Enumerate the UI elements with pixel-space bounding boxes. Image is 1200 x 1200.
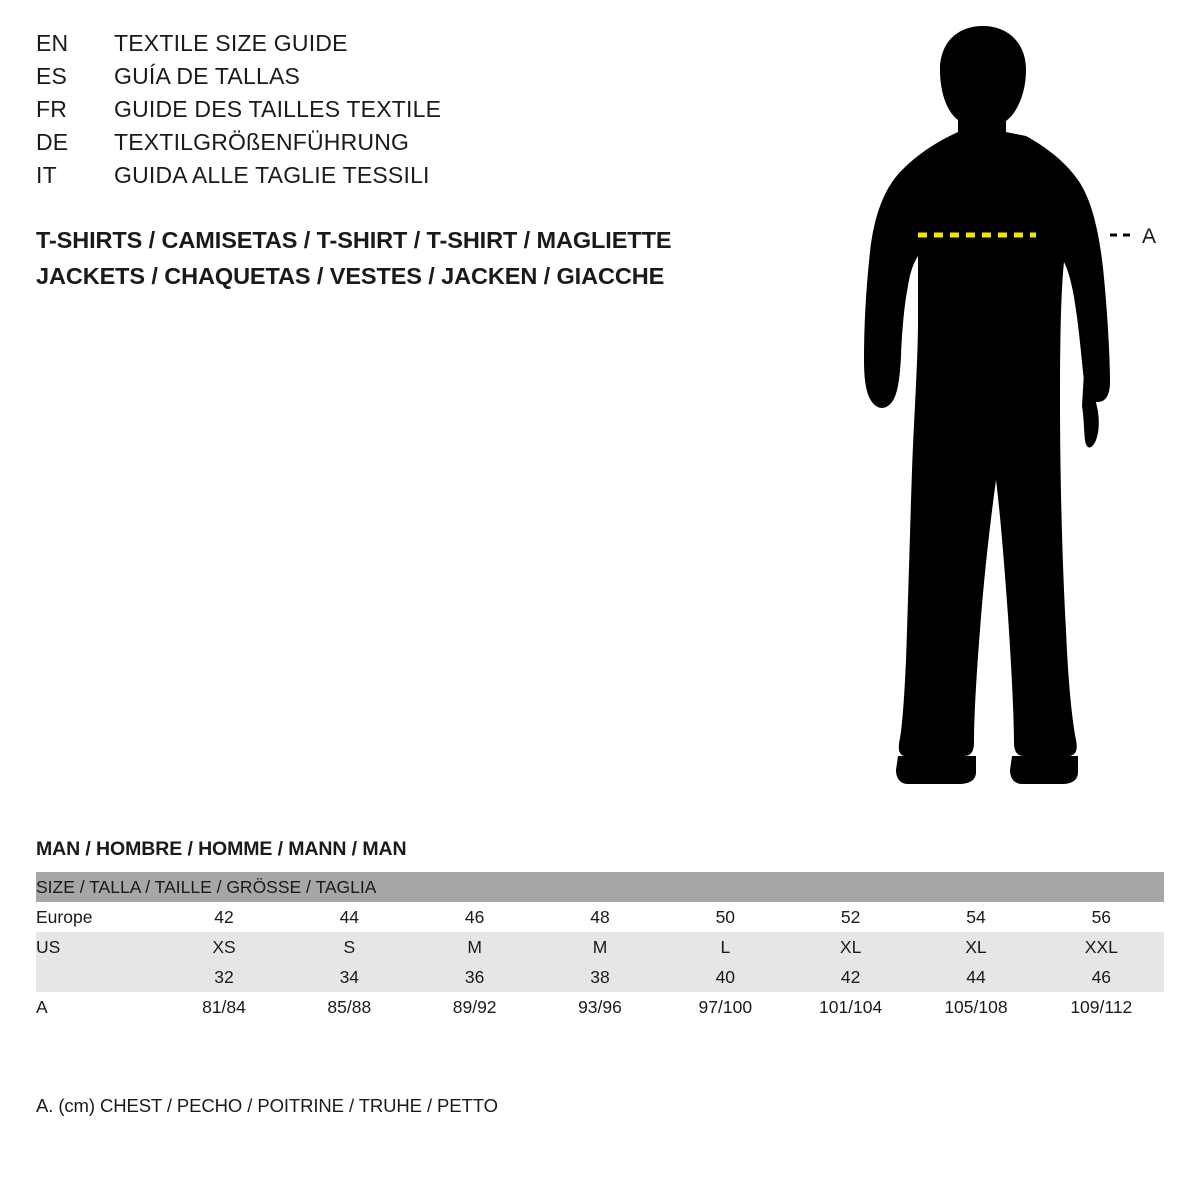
language-title: TEXTILE SIZE GUIDE	[114, 30, 348, 56]
cell-value: 40	[663, 962, 788, 992]
language-code: ES	[36, 63, 68, 89]
category-jackets: JACKETS / CHAQUETAS / VESTES / JACKEN / GIACCHE	[36, 263, 665, 289]
measurement-footnote: A. (cm) CHEST / PECHO / POITRINE / TRUHE / PETTO	[36, 1095, 498, 1116]
cell-value: XS	[161, 932, 286, 962]
chest-measure-label: A	[1142, 225, 1157, 248]
cell-value: 34	[287, 962, 412, 992]
cell-value: 81/84	[161, 992, 286, 1022]
cell-value: 46	[1039, 962, 1164, 992]
size-table	[36, 872, 1164, 1022]
silhouette-head	[940, 26, 1026, 138]
table-row	[36, 932, 1164, 962]
cell-value: 54	[913, 902, 1038, 932]
cell-value: S	[287, 932, 412, 962]
cell-value: 52	[788, 902, 913, 932]
language-row	[36, 63, 756, 96]
table-title: MAN / HOMBRE / HOMME / MANN / MAN	[36, 838, 407, 860]
cell-value: 97/100	[663, 992, 788, 1022]
cell-value: M	[412, 932, 537, 962]
cell-value: 42	[788, 962, 913, 992]
cell-value: L	[663, 932, 788, 962]
category-list	[36, 222, 796, 294]
cell-value: 105/108	[913, 992, 1038, 1022]
cell-value: 46	[412, 902, 537, 932]
table-row	[36, 962, 1164, 992]
language-row	[36, 129, 756, 162]
language-row	[36, 30, 756, 63]
cell-value: 42	[161, 902, 286, 932]
row-label: US	[36, 932, 161, 962]
category-tshirts: T-SHIRTS / CAMISETAS / T-SHIRT / T-SHIRT / MAGLIETTE	[36, 227, 672, 253]
language-title: GUÍA DE TALLAS	[114, 63, 301, 89]
table-row	[36, 992, 1164, 1022]
cell-value: 44	[913, 962, 1038, 992]
body-silhouette-figure	[840, 20, 1180, 790]
table-header-row	[36, 872, 1164, 902]
cell-value: 36	[412, 962, 537, 992]
language-code: IT	[36, 162, 57, 188]
language-list	[36, 30, 756, 195]
cell-value: 32	[161, 962, 286, 992]
row-label: A	[36, 992, 161, 1022]
cell-value: 93/96	[537, 992, 662, 1022]
cell-value: XXL	[1039, 932, 1164, 962]
row-label: Europe	[36, 902, 161, 932]
cell-value: 85/88	[287, 992, 412, 1022]
language-title: TEXTILGRÖßENFÜHRUNG	[114, 129, 410, 155]
cell-value: 48	[537, 902, 662, 932]
cell-value: 109/112	[1039, 992, 1164, 1022]
size-table-section	[36, 838, 1164, 1022]
language-code: EN	[36, 30, 69, 56]
cell-value: M	[537, 932, 662, 962]
cell-value: XL	[913, 932, 1038, 962]
silhouette-body	[864, 132, 1110, 756]
cell-value: 50	[663, 902, 788, 932]
cell-value: 44	[287, 902, 412, 932]
language-row	[36, 162, 756, 195]
language-code: FR	[36, 96, 68, 122]
silhouette-feet	[896, 756, 1078, 784]
cell-value: 38	[537, 962, 662, 992]
row-label	[36, 962, 161, 992]
language-title: GUIDE DES TAILLES TEXTILE	[114, 96, 442, 122]
cell-value: XL	[788, 932, 913, 962]
cell-value: 56	[1039, 902, 1164, 932]
language-row	[36, 96, 756, 129]
table-header-label: SIZE / TALLA / TAILLE / GRÖSSE / TAGLIA	[36, 872, 1164, 902]
language-title: GUIDA ALLE TAGLIE TESSILI	[114, 162, 430, 188]
table-row	[36, 902, 1164, 932]
language-code: DE	[36, 129, 69, 155]
cell-value: 89/92	[412, 992, 537, 1022]
cell-value: 101/104	[788, 992, 913, 1022]
